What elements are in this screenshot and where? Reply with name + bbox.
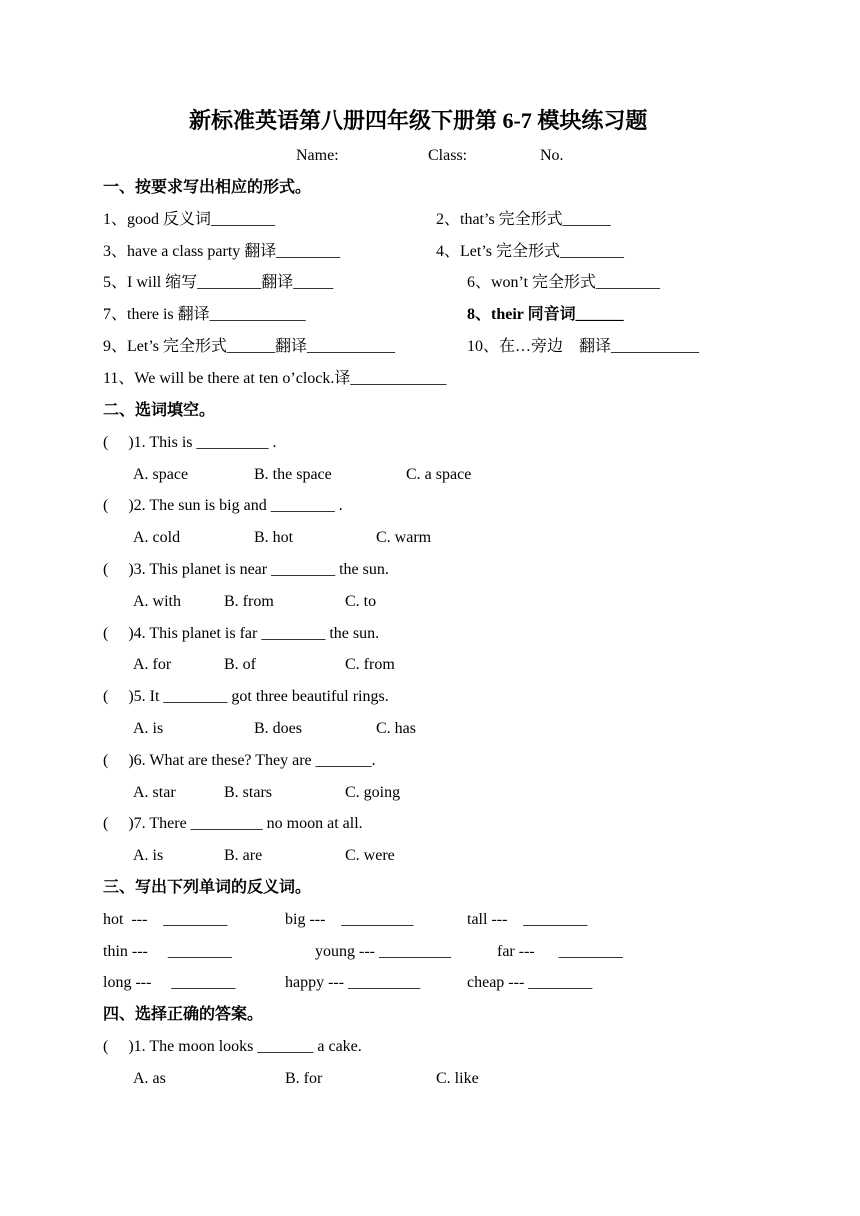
section1-item-4: 4、Let’s 完全形式________ — [436, 243, 624, 260]
q2-option-a: A. cold — [133, 529, 181, 546]
s4-q1-option-b: B. for — [285, 1070, 323, 1087]
q6-option-a: A. star — [133, 784, 176, 801]
s4-q1-option-c: C. like — [436, 1070, 479, 1087]
q2-option-b: B. hot — [254, 529, 294, 546]
antonym-far: far --- ________ — [497, 943, 623, 960]
section1-item-5: 5、I will 缩写________翻译_____ — [103, 274, 334, 291]
q5-option-a: A. is — [133, 720, 164, 737]
q3-option-b: B. from — [224, 593, 274, 610]
s4-question-1: ( )1. The moon looks _______ a cake. — [103, 1038, 362, 1055]
q1-option-c: C. a space — [406, 466, 472, 483]
antonym-long: long --- ________ — [103, 974, 236, 991]
antonym-tall: tall --- ________ — [467, 911, 588, 928]
question-3: ( )3. This planet is near ________ the sun. — [103, 561, 389, 578]
q2-option-c: C. warm — [376, 529, 432, 546]
section4-heading: 四、选择正确的答案。 — [103, 1006, 264, 1023]
section1-item-11: 11、We will be there at ten o’clock.译____________ — [103, 370, 447, 387]
s4-q1-option-a: A. as — [133, 1070, 166, 1087]
page-title: 新标准英语第八册四年级下册第 6-7 模块练习题 — [189, 108, 648, 133]
section1-item-2: 2、that’s 完全形式______ — [436, 211, 611, 228]
antonym-young: young --- _________ — [315, 943, 451, 960]
q1-option-b: B. the space — [254, 466, 332, 483]
q4-option-a: A. for — [133, 656, 172, 673]
class-label: Class: — [428, 147, 468, 164]
question-5: ( )5. It ________ got three beautiful rings. — [103, 688, 389, 705]
section1-item-6: 6、won’t 完全形式________ — [467, 274, 661, 291]
section2-heading: 二、选词填空。 — [103, 402, 216, 419]
q1-option-a: A. space — [133, 466, 189, 483]
q3-option-c: C. to — [345, 593, 377, 610]
q7-option-b: B. are — [224, 847, 263, 864]
q5-option-c: C. has — [376, 720, 416, 737]
section1-item-3: 3、have a class party 翻译________ — [103, 243, 341, 260]
q3-option-a: A. with — [133, 593, 181, 610]
name-label: Name: — [296, 147, 339, 164]
antonym-thin: thin --- ________ — [103, 943, 232, 960]
section1-item-10: 10、在…旁边 翻译___________ — [467, 338, 700, 355]
question-4: ( )4. This planet is far ________ the sun. — [103, 625, 380, 642]
q5-option-b: B. does — [254, 720, 302, 737]
antonym-happy: happy --- _________ — [285, 974, 421, 991]
number-label: No. — [540, 147, 564, 164]
question-2: ( )2. The sun is big and ________ . — [103, 497, 343, 514]
section1-item-9: 9、Let’s 完全形式______翻译___________ — [103, 338, 395, 355]
antonym-cheap: cheap --- ________ — [467, 974, 593, 991]
q6-option-c: C. going — [345, 784, 401, 801]
section3-heading: 三、写出下列单词的反义词。 — [103, 879, 312, 896]
q7-option-a: A. is — [133, 847, 164, 864]
question-6: ( )6. What are these? They are _______. — [103, 752, 376, 769]
section1-item-7: 7、there is 翻译____________ — [103, 306, 306, 323]
q7-option-c: C. were — [345, 847, 395, 864]
question-1: ( )1. This is _________ . — [103, 434, 277, 451]
antonym-hot: hot --- ________ — [103, 911, 228, 928]
question-7: ( )7. There _________ no moon at all. — [103, 815, 363, 832]
section1-item-1: 1、good 反义词________ — [103, 211, 276, 228]
q4-option-c: C. from — [345, 656, 395, 673]
q4-option-b: B. of — [224, 656, 256, 673]
antonym-big: big --- _________ — [285, 911, 414, 928]
section1-item-8: 8、their 同音词______ — [467, 306, 624, 323]
section1-heading: 一、按要求写出相应的形式。 — [103, 179, 312, 196]
q6-option-b: B. stars — [224, 784, 272, 801]
